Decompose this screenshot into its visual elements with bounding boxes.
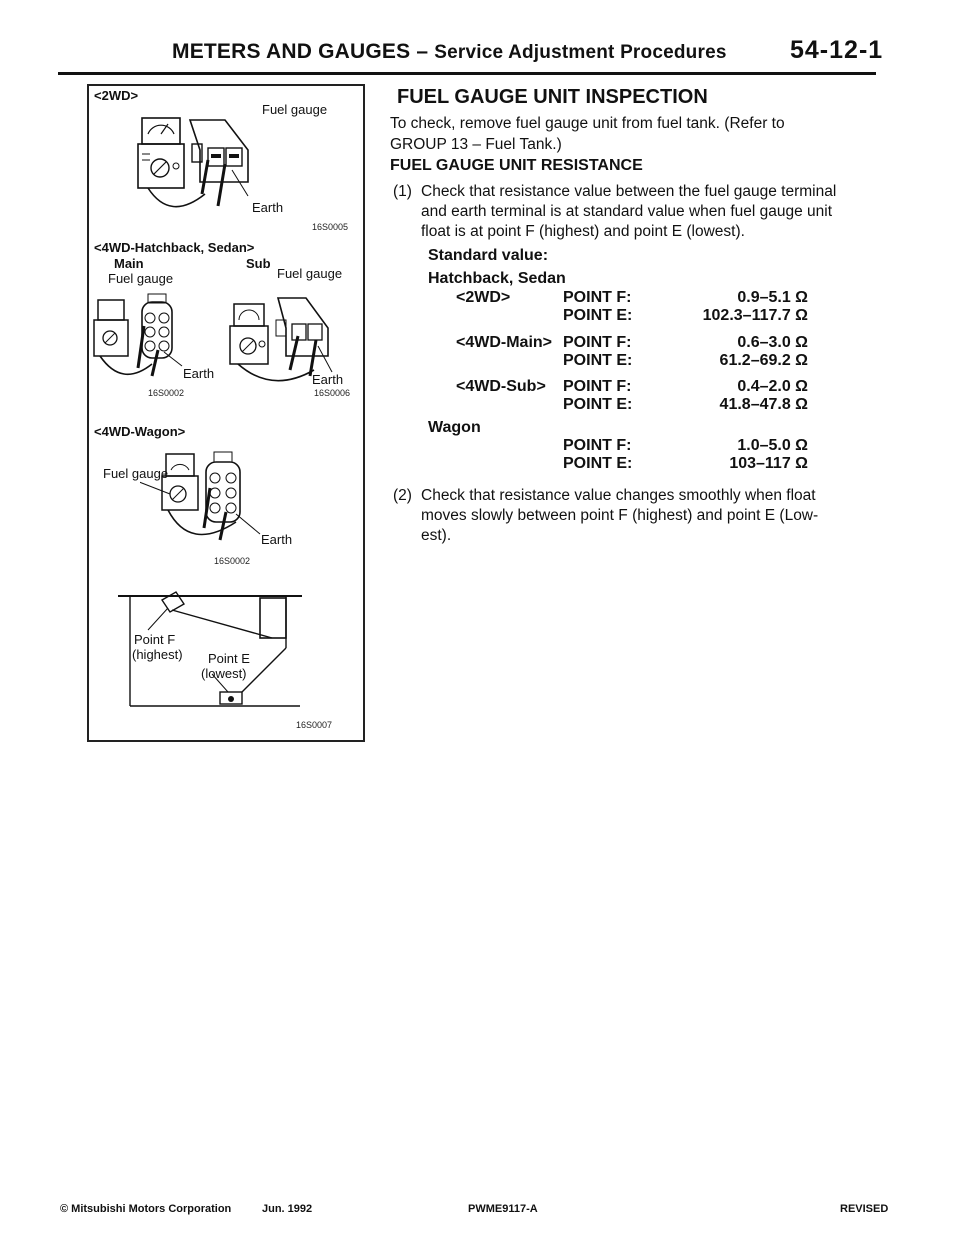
footer-status: REVISED [840,1203,889,1215]
row-label: <4WD-Main> [456,334,553,351]
fig3-earth-label: Earth [261,532,293,547]
wagon-row-value: 103–117 Ω [729,455,808,472]
row-point: POINT E: [563,307,633,324]
fig4-point-e-label: Point E [208,651,250,666]
fig4-point-f-label: Point F [134,632,176,647]
step1-number: (1) [393,183,412,200]
row-point: POINT E: [563,352,633,369]
fig3-label: <4WD-Wagon> [94,424,186,439]
step1-line-2: and earth terminal is at standard value when fuel gauge unit [421,203,833,220]
header-rule [58,72,876,75]
intro-line-2: GROUP 13 – Fuel Tank.) [390,136,562,153]
intro-line-1: To check, remove fuel gauge unit from fuel tank. (Refer to [390,115,785,132]
row-point: POINT E: [563,396,633,413]
fig2-code-right: 16S0006 [314,388,351,398]
row-label: <2WD> [456,289,511,306]
row-point: POINT F: [563,378,632,395]
fig3-code: 16S0002 [214,556,251,566]
fig4-point-f-sub: (highest) [132,647,183,662]
row-value: 0.9–5.1 Ω [737,289,808,306]
page-number: 54-12-1 [790,36,884,64]
fig2-earth-left-label: Earth [183,366,215,381]
row-label: <4WD-Sub> [456,378,546,395]
step1-line-1: Check that resistance value between the fuel gauge terminal [421,183,837,200]
step2-line-3: est). [421,527,452,544]
wagon-row-point: POINT F: [563,437,632,454]
row-value: 102.3–117.7 Ω [702,307,808,324]
step1-line-3: float is at point F (highest) and point E (lowest). [421,223,745,240]
step2-line-1: Check that resistance value changes smoothly when float [421,487,816,504]
footer-doc-code: PWME9117-A [468,1203,538,1215]
fig1-code: 16S0005 [312,222,349,232]
row-point: POINT F: [563,334,632,351]
section-heading: FUEL GAUGE UNIT INSPECTION [397,86,708,108]
fig1-tester-illustration [130,110,270,225]
fig2-main-fuel-gauge-label: Fuel gauge [108,271,174,286]
footer-copyright: © Mitsubishi Motors Corporation [60,1203,232,1215]
fig4-code: 16S0007 [296,720,333,730]
fig2-earth-right-label: Earth [312,372,344,387]
fig2-sub-fuel-gauge-label: Fuel gauge [277,266,343,281]
wagon-label: Wagon [428,419,481,436]
fig3-fuel-gauge-label: Fuel gauge [103,466,169,481]
wagon-row-point: POINT E: [563,455,633,472]
row-value: 0.4–2.0 Ω [737,378,808,395]
fig1-label: <2WD> [94,88,139,103]
fig4-point-e-sub: (lowest) [201,666,247,681]
hatchback-sedan-label: Hatchback, Sedan [428,270,566,287]
row-value: 41.8–47.8 Ω [719,396,808,413]
fig3-tester-illustration [140,448,280,553]
step2-number: (2) [393,487,412,504]
subheading: FUEL GAUGE UNIT RESISTANCE [390,157,643,174]
fig2-main-label: Main [114,256,144,271]
step2-line-2: moves slowly between point F (highest) and point E (Low- [421,507,819,524]
fig2-tester-illustration [92,290,362,385]
fig2-label: <4WD-Hatchback, Sedan> [94,240,255,255]
fig1-fuel-gauge-label: Fuel gauge [262,102,328,117]
fig2-sub-label: Sub [246,256,271,271]
fig2-code-left: 16S0002 [148,388,185,398]
row-value: 61.2–69.2 Ω [719,352,808,369]
wagon-row-value: 1.0–5.0 Ω [737,437,808,454]
footer-date: Jun. 1992 [262,1203,313,1215]
page-header-title: METERS AND GAUGES – Service Adjustment Procedures [172,40,727,63]
row-value: 0.6–3.0 Ω [737,334,808,351]
row-point: POINT F: [563,289,632,306]
standard-value-label: Standard value: [428,247,549,264]
fig1-earth-label: Earth [252,200,284,215]
